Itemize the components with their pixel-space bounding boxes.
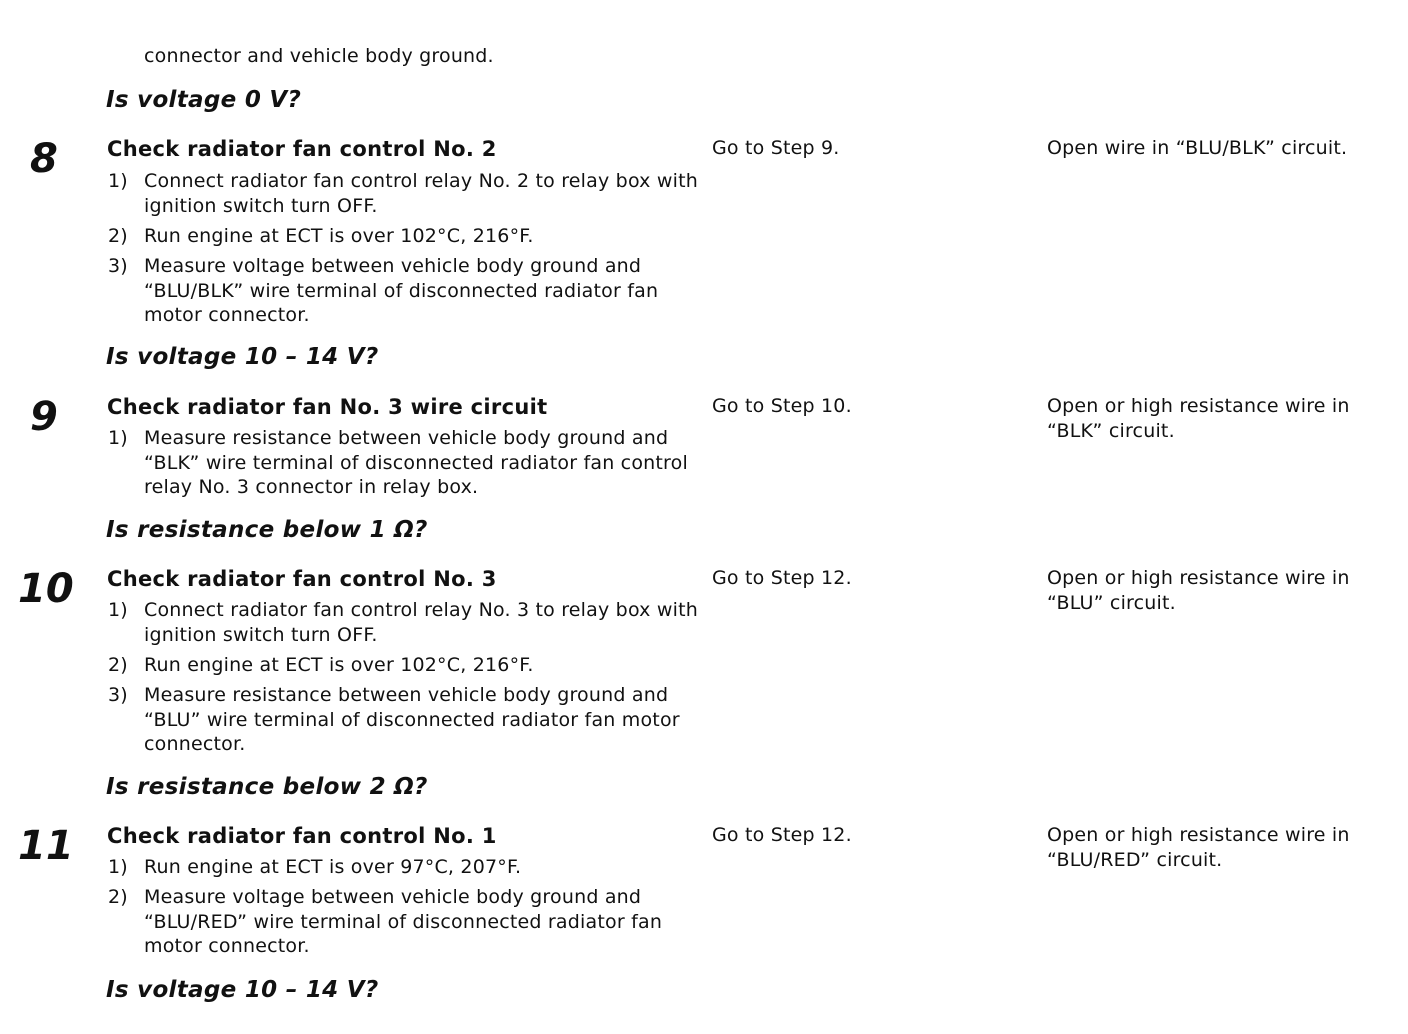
step-title: Check radiator fan control No. 1 xyxy=(107,824,497,848)
list-marker: 1) xyxy=(108,856,128,878)
no-result: Open or high resistance wire in “BLK” circuit. xyxy=(1047,395,1350,442)
list-text: Measure resistance between vehicle body ground and “BLU” wire terminal of disconnected radiator fan motor connector. xyxy=(144,684,680,755)
step-number: 11 xyxy=(18,823,74,869)
continuation-question: Is voltage 0 V? xyxy=(106,87,302,113)
no-result: Open or high resistance wire in “BLU” circuit. xyxy=(1047,567,1350,614)
step-number: 9 xyxy=(30,394,58,440)
list-text: Run engine at ECT is over 97°C, 207°F. xyxy=(144,856,522,878)
list-text: Run engine at ECT is over 102°C, 216°F. xyxy=(144,225,534,247)
list-text: Connect radiator fan control relay No. 2 to relay box with ignition switch turn OFF. xyxy=(144,170,698,217)
list-text: Measure resistance between vehicle body ground and “BLK” wire terminal of disconnected radiator fan control relay No. 3 connector in relay box. xyxy=(144,427,688,498)
step-title: Check radiator fan control No. 2 xyxy=(107,137,497,161)
list-marker: 2) xyxy=(108,225,128,247)
step-question: Is resistance below 1 Ω? xyxy=(106,517,428,543)
list-marker: 1) xyxy=(108,427,128,449)
yes-result: Go to Step 9. xyxy=(712,137,840,159)
list-marker: 3) xyxy=(108,684,128,706)
list-marker: 1) xyxy=(108,599,128,621)
yes-result: Go to Step 10. xyxy=(712,395,852,417)
step-title: Check radiator fan No. 3 wire circuit xyxy=(107,395,548,419)
step-number: 8 xyxy=(30,136,58,182)
step-number: 10 xyxy=(18,566,74,612)
step-title: Check radiator fan control No. 3 xyxy=(107,567,497,591)
step-question: Is resistance below 2 Ω? xyxy=(106,774,428,800)
no-result: Open wire in “BLU/BLK” circuit. xyxy=(1047,137,1348,159)
continuation-text: connector and vehicle body ground. xyxy=(144,45,494,67)
yes-result: Go to Step 12. xyxy=(712,567,852,589)
list-text: Measure voltage between vehicle body ground and “BLU/RED” wire terminal of disconnected radiator fan motor connector. xyxy=(144,886,663,957)
step-question: Is voltage 10 – 14 V? xyxy=(106,344,379,370)
list-marker: 3) xyxy=(108,255,128,277)
list-marker: 2) xyxy=(108,886,128,908)
list-text: Run engine at ECT is over 102°C, 216°F. xyxy=(144,654,534,676)
list-marker: 1) xyxy=(108,170,128,192)
step-question: Is voltage 10 – 14 V? xyxy=(106,977,379,1003)
list-marker: 2) xyxy=(108,654,128,676)
no-result: Open or high resistance wire in “BLU/RED” circuit. xyxy=(1047,824,1350,871)
yes-result: Go to Step 12. xyxy=(712,824,852,846)
list-text: Measure voltage between vehicle body ground and “BLU/BLK” wire terminal of disconnected radiator fan motor connector. xyxy=(144,255,659,326)
list-text: Connect radiator fan control relay No. 3 to relay box with ignition switch turn OFF. xyxy=(144,599,698,646)
